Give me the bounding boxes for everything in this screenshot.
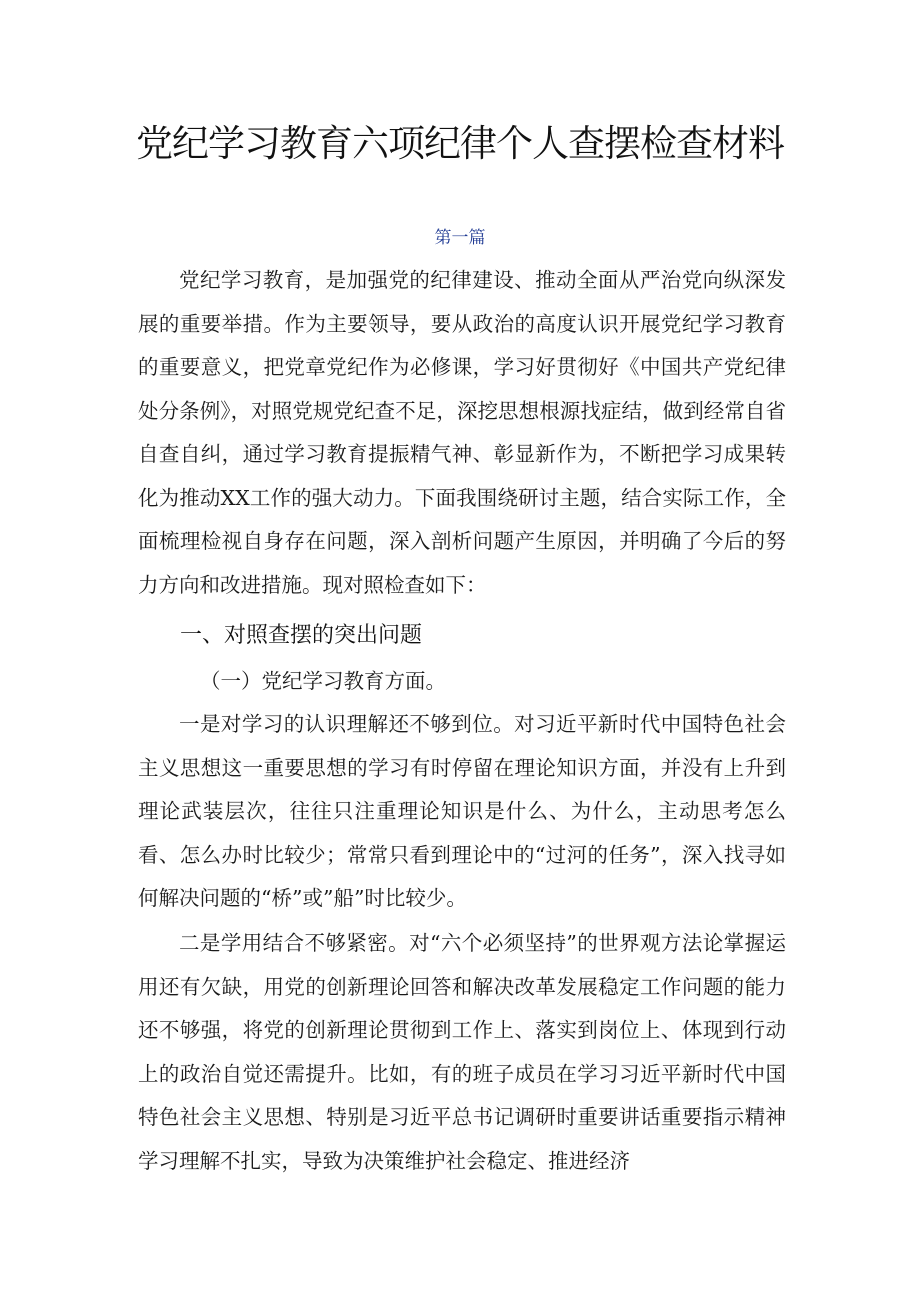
section-label: 第一篇 — [434, 228, 486, 248]
heading-level-2: （一）党纪学习教育方面。 — [200, 669, 446, 693]
intro-paragraph: 党纪学习教育，是加强党的纪律建设、推动全面从严治党向纵深发展的重要举措。作为主要领导，要从政治的高度认识开展党纪学习教育的重要意义，把党章党纪作为必修课，学习好贯彻好《中国共产党纪律处分条例》，对照党规党纪查不足，深挖思想根源找症结，做到经常自省自查自纠，通过学习教育提振精气神、彰显新作为，不断把学习成果转化为推动XX工作的强大动力。下面我围绕研讨主题，结合实际工作，全面梳理检视自身存在问题，深入剖析问题产生原因，并明确了今后的努力方向和改进措施。现对照检查如下： — [138, 268, 786, 597]
body-paragraph: 一是对学习的认识理解还不够到位。对习近平新时代中国特色社会主义思想这一重要思想的学习有时停留在理论知识方面，并没有上升到理论武装层次，往往只注重理论知识是什么、为什么，主动思考怎么看、怎么办时比较少；常常只看到理论中的“过河的任务”，深入找寻如何解决问题的“桥”或”船”时比较少。 — [138, 712, 786, 910]
body-paragraph: 二是学用结合不够紧密。对“六个必须坚持”的世界观方法论掌握运用还有欠缺，用党的创新理论回答和解决改革发展稳定工作问题的能力还不够强，将党的创新理论贯彻到工作上、落实到岗位上、体现到行动上的政治自觉还需提升。比如，有的班子成员在学习习近平新时代中国特色社会主义思想、特别是习近平总书记调研时重要讲话重要指示精神学习理解不扎实，导致为决策维护社会稳定、推进经济 — [138, 931, 786, 1173]
document-title: 党纪学习教育六项纪律个人查摆检查材料 — [136, 122, 784, 165]
heading-level-1: 一、对照查摆的突出问题 — [180, 623, 423, 648]
